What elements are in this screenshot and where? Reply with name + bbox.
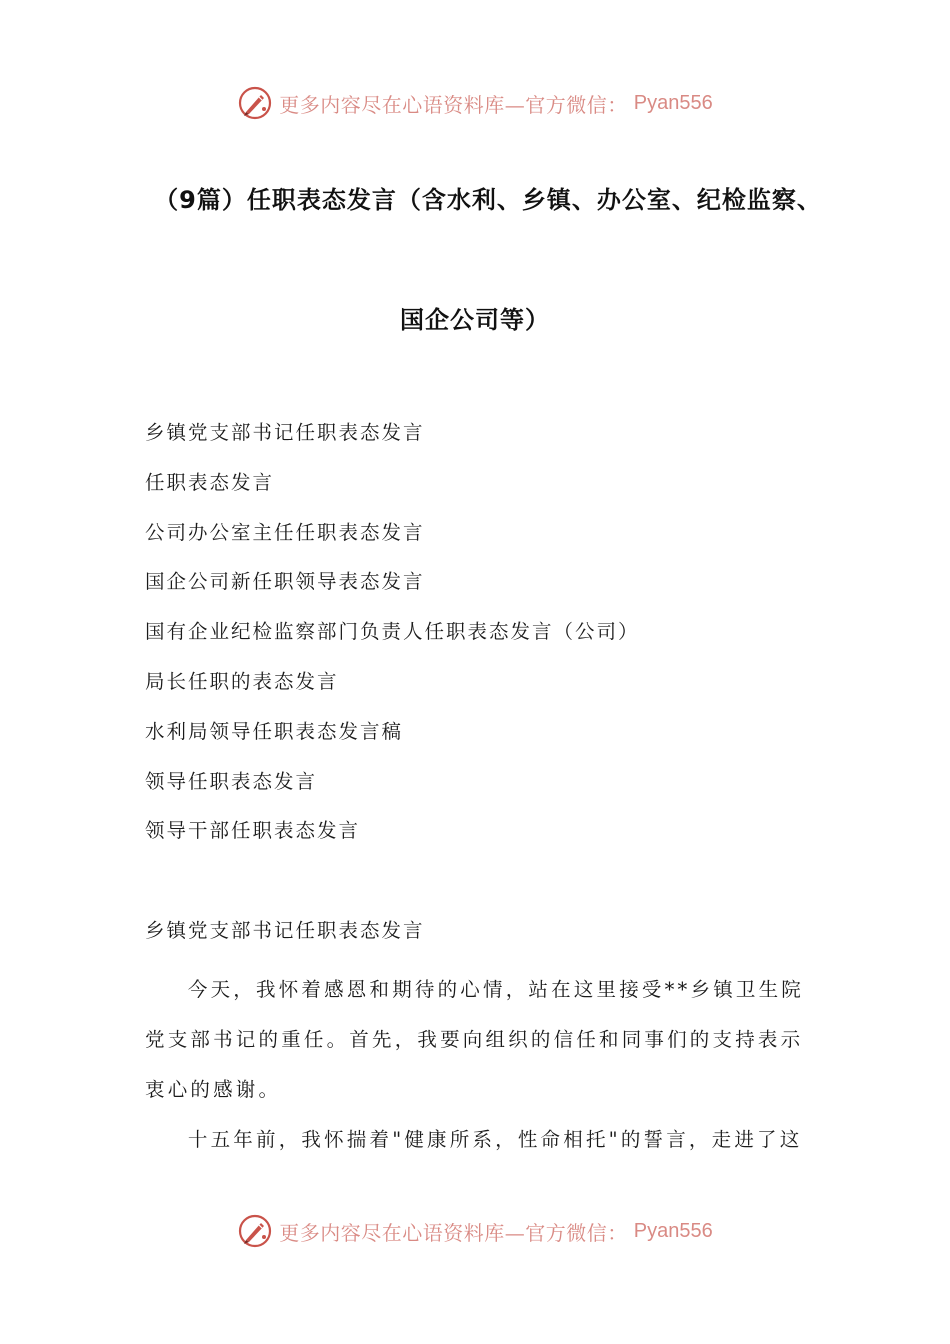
header-watermark-banner	[0, 83, 950, 123]
body-paragraph: 今天，我怀着感恩和期待的心情，站在这里接受**乡镇卫生院党支部书记的重任。首先，我要向组织的信任和同事们的支持表示衷心的感谢。	[145, 978, 804, 1101]
document-title-line-1: （9篇）任职表态发言（含水利、乡镇、办公室、纪检监察、	[154, 186, 822, 214]
section-heading: 乡镇党支部书记任职表态发言	[145, 919, 425, 942]
body-text	[145, 965, 813, 1165]
toc-item: 乡镇党支部书记任职表态发言	[145, 421, 425, 444]
watermark-text: 更多内容尽在心语资料库—官方微信：	[279, 1220, 628, 1245]
document-title-line-2: 国企公司等）	[400, 306, 550, 334]
toc-item: 领导任职表态发言	[145, 769, 318, 793]
table-of-contents	[145, 418, 640, 866]
toc-item: 水利局领导任职表态发言稿	[145, 719, 404, 743]
toc-item: 国有企业纪检监察部门负责人任职表态发言（公司）	[145, 620, 640, 644]
toc-item: 任职表态发言	[145, 470, 275, 494]
watermark-wechat-id: Pyan556	[633, 1219, 713, 1242]
pen-nib-logo-icon	[237, 85, 273, 121]
footer-watermark-banner	[0, 1211, 950, 1251]
toc-item: 国企公司新任职领导表态发言	[145, 570, 425, 594]
toc-item: 局长任职的表态发言	[145, 669, 339, 693]
watermark-text: 更多内容尽在心语资料库—官方微信：	[279, 92, 628, 117]
body-paragraph: 十五年前，我怀揣着"健康所系，性命相托"的誓言，走进了这	[187, 1128, 803, 1151]
toc-item: 领导干部任职表态发言	[145, 819, 361, 843]
watermark-wechat-id: Pyan556	[633, 91, 713, 114]
pen-nib-logo-icon	[237, 1213, 273, 1249]
toc-item: 公司办公室主任任职表态发言	[145, 520, 425, 544]
